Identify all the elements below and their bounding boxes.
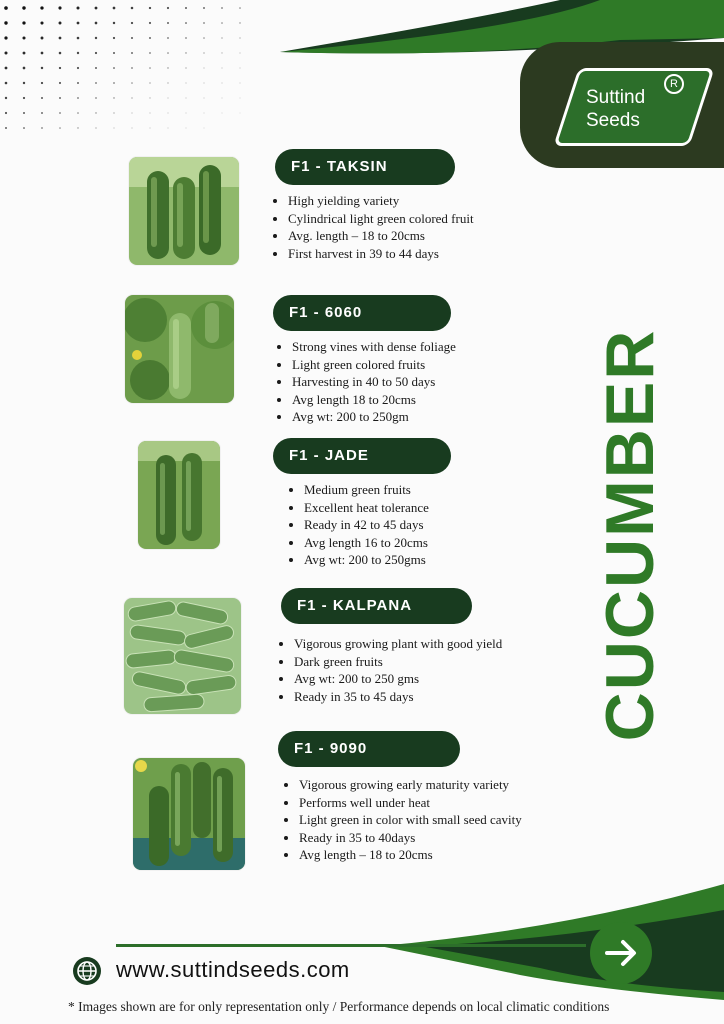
registered-mark-icon: R (664, 74, 684, 94)
feature-item: • Dark green fruits (294, 653, 502, 671)
arrow-right-icon (601, 933, 641, 973)
footer-divider (116, 944, 586, 947)
feature-item: • Vigorous growing early maturity variety (299, 776, 522, 794)
feature-item: • Avg wt: 200 to 250 gms (294, 670, 502, 688)
product-title-pill: F1 - JADE (273, 438, 451, 474)
feature-item: • Ready in 42 to 45 days (304, 516, 429, 534)
feature-item: • Cylindrical light green colored fruit (288, 210, 474, 228)
feature-item: • Avg length 16 to 20cms (304, 534, 429, 552)
next-arrow-button[interactable] (590, 922, 652, 984)
feature-item: • Excellent heat tolerance (304, 499, 429, 517)
product-title-pill: F1 - TAKSIN (275, 149, 455, 185)
feature-item: • High yielding variety (288, 192, 474, 210)
feature-item: • Avg length – 18 to 20cms (299, 846, 522, 864)
product-title-pill: F1 - KALPANA (281, 588, 472, 624)
globe-icon (72, 956, 102, 986)
feature-item: • Performs well under heat (299, 794, 522, 812)
feature-item: • Avg length 18 to 20cms (292, 391, 456, 409)
feature-item: • Vigorous growing plant with good yield (294, 635, 502, 653)
feature-item: • Light green in color with small seed cavity (299, 811, 522, 829)
disclaimer-text: * Images shown are for only representation only / Performance depends on local climatic conditions (68, 999, 610, 1014)
feature-item: • Avg wt: 200 to 250gms (304, 551, 429, 569)
feature-item: • Ready in 35 to 40days (299, 829, 522, 847)
feature-item: • Medium green fruits (304, 481, 429, 499)
product-title-pill: F1 - 9090 (278, 731, 460, 767)
page-title-vertical: CUCUMBER (592, 328, 668, 742)
feature-item: • Strong vines with dense foliage (292, 338, 456, 356)
feature-item: • First harvest in 39 to 44 days (288, 245, 474, 263)
feature-item: • Harvesting in 40 to 50 days (292, 373, 456, 391)
feature-item: • Ready in 35 to 45 days (294, 688, 502, 706)
logo-name-line1: Suttind (586, 87, 646, 108)
logo-name-line2: Seeds (586, 110, 640, 131)
feature-item: • Avg wt: 200 to 250gm (292, 408, 456, 426)
product-title-pill: F1 - 6060 (273, 295, 451, 331)
website-link[interactable]: www.suttindseeds.com (116, 957, 350, 982)
feature-item: • Light green colored fruits (292, 356, 456, 374)
feature-item: • Avg. length – 18 to 20cms (288, 227, 474, 245)
